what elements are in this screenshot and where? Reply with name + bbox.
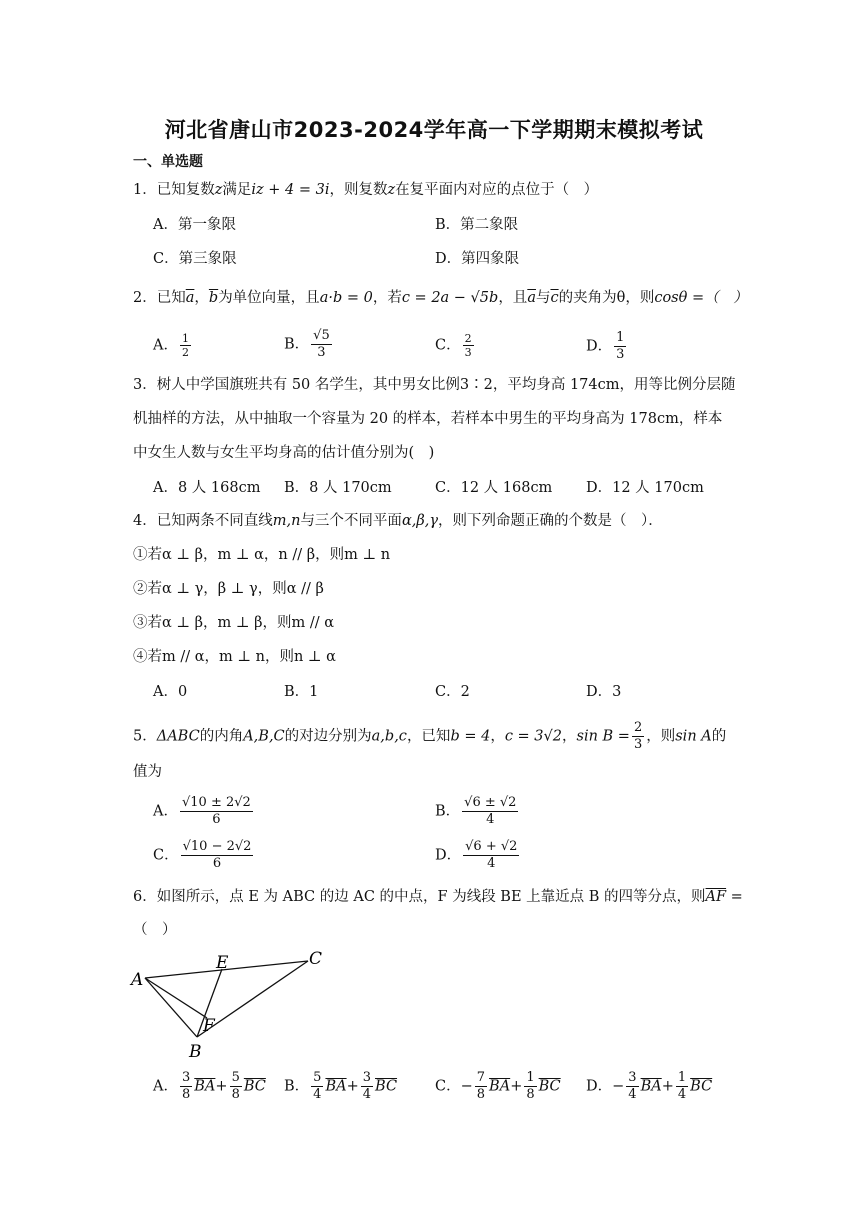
q3-option-b: B．8 人 170cm — [284, 480, 392, 496]
q1-option-b: B．第二象限 — [435, 217, 519, 233]
segment-ab — [145, 978, 197, 1037]
q4-option-a: A．0 — [153, 684, 188, 700]
label-b: B — [189, 1042, 202, 1060]
question-4-stem: 4．已知两条不同直线m,n与三个不同平面α,β,γ，则下列命题正确的个数是（ ）． — [133, 513, 663, 529]
q6-option-b: B． $\frac{5}{4}$ $\overline{BA}+$ $\frac{3}{4}$ $\overline{BC}$ — [284, 1070, 398, 1102]
q4-option-b: B．1 — [284, 684, 319, 700]
q5-option-a: A． $\frac{√10 \pm 2√2}{6}$ — [153, 795, 251, 827]
q4-proposition-1: ①若α ⊥ β，m ⊥ α，n // β，则m ⊥ n — [133, 547, 391, 563]
q4-proposition-3: ③若α ⊥ β，m ⊥ β，则m // α — [133, 615, 335, 631]
q2-option-c: C． $\frac{2}{3}$ — [435, 332, 472, 359]
q1-option-c: C．第三象限 — [153, 251, 237, 267]
q2-option-b: B． $\frac{√5}{3}$ — [284, 328, 330, 360]
section-heading: 一、单选题 — [133, 154, 203, 170]
question-1-stem: 1．已知复数z满足iz + 4 = 3i，则复数z在复平面内对应的点位于（ ） — [133, 182, 599, 198]
q3-option-a: A．8 人 168cm — [153, 480, 261, 496]
q3-option-d: D．12 人 170cm — [586, 480, 704, 496]
label-a: A — [131, 970, 144, 990]
q5-option-b: B． $\frac{√6 \pm √2}{4}$ — [435, 795, 517, 827]
q1-option-d: D．第四象限 — [435, 251, 520, 267]
question-3-line-1: 3．树人中学国旗班共有 50 名学生，其中男女比例3∶2，平均身高 174cm，用等比例分层随 — [133, 377, 736, 393]
q4-option-d: D．3 — [586, 684, 622, 700]
q2-option-a: A． $\frac{1}{2}$ — [153, 332, 189, 359]
triangle-figure — [125, 945, 335, 1060]
q4-proposition-4: ④若m // α，m ⊥ n，则n ⊥ α — [133, 649, 336, 665]
question-6-line-1: 6．如图所示，点 E 为 ABC 的边 AC 的中点，F 为线段 BE 上靠近点 B 的四等分点，则$\overline{AF}$ = — [133, 889, 743, 905]
q5-option-c: C． $\frac{√10 - 2√2}{6}$ — [153, 839, 252, 871]
q6-option-c: C．− $\frac{7}{8}$ $\overline{BA}+$ $\frac{1}{8}$ $\overline{BC}$ — [435, 1070, 561, 1102]
q4-option-c: C．2 — [435, 684, 470, 700]
q4-proposition-2: ②若α ⊥ γ，β ⊥ γ，则α // β — [133, 581, 324, 597]
q5-option-d: D． $\frac{√6 + √2}{4}$ — [435, 839, 518, 871]
page-title: 河北省唐山市2023-2024学年高一下学期期末模拟考试 — [164, 118, 704, 142]
label-f: F — [203, 1016, 215, 1036]
q6-option-a: A． $\frac{3}{8}$ $\overline{BA}+$ $\frac{5}{8}$ $\overline{BC}$ — [153, 1070, 266, 1102]
question-3-line-3: 中女生人数与女生平均身高的估计值分别为( ) — [133, 445, 435, 461]
question-3-line-2: 机抽样的方法，从中抽取一个容量为 20 的样本，若样本中男生的平均身高为 178cm，样本 — [133, 411, 723, 427]
segment-af — [145, 978, 207, 1018]
question-5-stem: 5．ΔABC的内角A,B,C的对边分别为a,b,c，已知b = 4，c = 3√2，sin B = $\frac{2}{3}$ ，则sin A的 — [133, 720, 727, 752]
q2-option-d: D． $\frac{1}{3}$ — [586, 330, 625, 362]
question-6-line-2: （ ） — [133, 922, 177, 938]
label-e: E — [216, 953, 229, 973]
question-2-stem: 2．已知$\overline{a}$，$\overline{b}$为单位向量，且a·b = 0，若c = 2a − √5b，且$\overline{a}$与$\overline{c}$的夹角为θ，则cosθ =（ ） — [133, 290, 748, 306]
q6-option-d: D．− $\frac{3}{4}$ $\overline{BA}+$ $\frac{1}{4}$ $\overline{BC}$ — [586, 1070, 713, 1102]
question-5-line-2: 值为 — [133, 764, 162, 780]
label-c: C — [309, 949, 323, 969]
q3-option-c: C．12 人 168cm — [435, 480, 553, 496]
q1-option-a: A．第一象限 — [153, 217, 236, 233]
